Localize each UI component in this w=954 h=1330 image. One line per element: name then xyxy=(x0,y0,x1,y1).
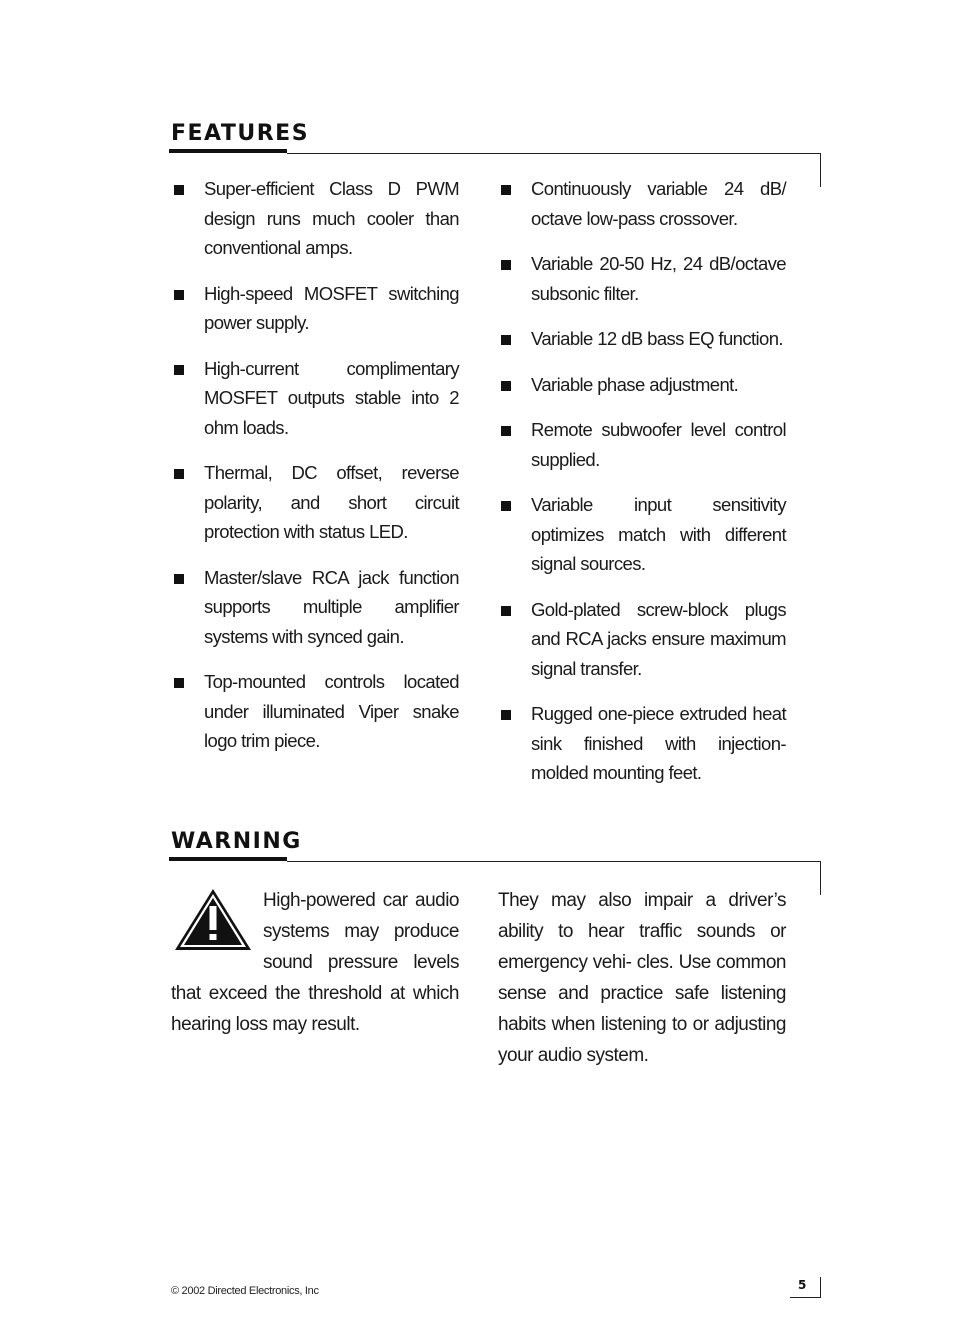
features-left-list xyxy=(171,174,459,756)
warning-rule-tick xyxy=(820,861,821,895)
feature-item: Remote subwoofer level control supplied. xyxy=(498,415,786,474)
square-bullet-icon xyxy=(501,335,511,345)
features-left-column xyxy=(171,174,459,772)
warning-triangle-icon xyxy=(171,887,259,955)
features-right-list xyxy=(498,174,786,788)
feature-item: High-current complimentary MOSFET outputs stable into 2 ohm loads. xyxy=(171,354,459,443)
page-number: 5 xyxy=(798,1278,807,1292)
warning-heading-underline xyxy=(169,857,287,861)
warning-right-column xyxy=(498,885,786,1071)
square-bullet-icon xyxy=(174,574,184,584)
square-bullet-icon xyxy=(501,260,511,270)
features-heading: FEATURES xyxy=(171,121,310,146)
square-bullet-icon xyxy=(174,678,184,688)
features-rule xyxy=(287,153,820,154)
feature-item: Thermal, DC offset, reverse polarity, and short circuit protection with status LED. xyxy=(171,458,459,547)
feature-item: Variable 12 dB bass EQ function. xyxy=(498,324,786,354)
warning-heading: WARNING xyxy=(171,829,302,854)
square-bullet-icon xyxy=(501,606,511,616)
warning-rule xyxy=(287,861,820,862)
page-number-rule xyxy=(790,1297,820,1298)
square-bullet-icon xyxy=(174,365,184,375)
square-bullet-icon xyxy=(501,501,511,511)
feature-item: Master/slave RCA jack function supports multiple amplifier systems with synced gain. xyxy=(171,563,459,652)
square-bullet-icon xyxy=(501,185,511,195)
square-bullet-icon xyxy=(174,185,184,195)
warning-right-text: They may also impair a driver’s ability to hear traffic sounds or emergency vehi- cles. Use common sense and practice safe listening habits when listening to or adjusting your audio system. xyxy=(498,890,786,1066)
square-bullet-icon xyxy=(174,290,184,300)
copyright-notice: © 2002 Directed Electronics, Inc xyxy=(171,1285,319,1297)
features-rule-tick xyxy=(820,153,821,187)
square-bullet-icon xyxy=(501,426,511,436)
feature-item: Top-mounted controls located under illuminated Viper snake logo trim piece. xyxy=(171,667,459,756)
warning-left-text: High-powered car audio systems may produce sound pressure levels that exceed the threshold at which hearing loss may result. xyxy=(171,890,459,1035)
square-bullet-icon xyxy=(174,469,184,479)
feature-item: Super-efficient Class D PWM design runs much cooler than conventional amps. xyxy=(171,174,459,263)
feature-item: Rugged one-piece extruded heat sink finished with injection-molded mounting feet. xyxy=(498,699,786,788)
feature-item: Gold-plated screw-block plugs and RCA jacks ensure maximum signal transfer. xyxy=(498,595,786,684)
features-right-column xyxy=(498,174,786,804)
feature-item: High-speed MOSFET switching power supply. xyxy=(171,279,459,338)
square-bullet-icon xyxy=(501,710,511,720)
feature-item: Variable 20-50 Hz, 24 dB/octave subsonic filter. xyxy=(498,249,786,308)
features-heading-underline xyxy=(169,149,287,153)
square-bullet-icon xyxy=(501,381,511,391)
feature-item: Variable input sensitivity optimizes match with different signal sources. xyxy=(498,490,786,579)
page-number-rule-tick xyxy=(820,1277,821,1298)
warning-left-column xyxy=(171,885,459,1040)
feature-item: Continuously variable 24 dB/ octave low-pass crossover. xyxy=(498,174,786,233)
feature-item: Variable phase adjustment. xyxy=(498,370,786,400)
